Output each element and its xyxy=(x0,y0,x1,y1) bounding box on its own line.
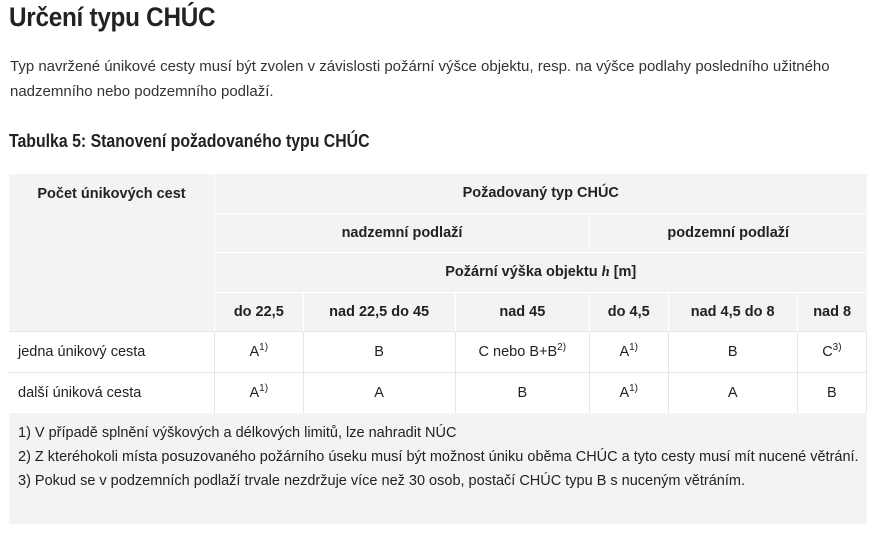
column-header: nad 4,5 do 8 xyxy=(668,292,797,331)
table-cell: $A^{1)}$ xyxy=(589,331,668,372)
height-unit: [m] xyxy=(613,263,637,280)
table-row xyxy=(9,372,867,413)
column-header: do 22,5 xyxy=(215,292,304,331)
column-header: do 4,5 xyxy=(589,292,668,331)
table-cell: B xyxy=(303,331,455,372)
row-label: jedna únikový cesta xyxy=(9,331,215,372)
underground-header: podzemní podlaží xyxy=(589,213,866,252)
table-cell: B xyxy=(668,331,797,372)
table-row xyxy=(9,331,867,372)
intro-paragraph: Typ navržené únikové cesty musí být zvolen v závislosti požární výšce objektu, resp. na výšce podlahy posledního užitného nadzemního nebo podzemního podlaží. xyxy=(10,58,830,100)
footnote: 2) Z kteréhokoli místa posuzovaného požárního úseku musí být možnost úniku oběma CHÚC a tyto cesty musí mít nucené větrání. xyxy=(18,449,859,465)
required-type-header: Požadovaný typ CHÚC xyxy=(215,174,867,213)
fire-height-header xyxy=(215,252,867,292)
table-cell: C nebo $B+B^{2)}$ xyxy=(455,331,589,372)
page-title: Určení typu CHÚC xyxy=(9,2,216,32)
chuc-type-table xyxy=(9,174,867,414)
footnote: 3) Pokud se v podzemních podlaží trvale nezdržuje více než 30 osob, postačí CHÚC typu B s nuceným větráním. xyxy=(18,473,745,489)
table-cell: $A^{1)}$ xyxy=(215,372,304,413)
table-caption: Tabulka 5: Stanovení požadovaného typu CHÚC xyxy=(9,131,370,151)
column-header: nad 22,5 do 45 xyxy=(303,292,455,331)
table-header-row xyxy=(9,174,867,213)
table-cell: B xyxy=(797,372,866,413)
table-cell: $A^{1)}$ xyxy=(215,331,304,372)
footnote: 1) V případě splnění výškových a délkových limitů, lze nahradit NÚC xyxy=(18,425,457,441)
table-cell: $A^{1)}$ xyxy=(589,372,668,413)
escape-routes-count-header: Počet únikových cest xyxy=(9,174,215,331)
table-cell: A xyxy=(668,372,797,413)
above-ground-header: nadzemní podlaží xyxy=(215,213,590,252)
table-cell: A xyxy=(303,372,455,413)
table-footnotes xyxy=(9,413,867,524)
row-label: další úniková cesta xyxy=(9,372,215,413)
table-cell: B xyxy=(455,372,589,413)
table-cell: $C^{3)}$ xyxy=(797,331,866,372)
height-symbol: h xyxy=(601,263,610,280)
fire-height-label: Požární výška objektu xyxy=(445,263,598,280)
column-header: nad 45 xyxy=(455,292,589,331)
column-header: nad 8 xyxy=(797,292,866,331)
